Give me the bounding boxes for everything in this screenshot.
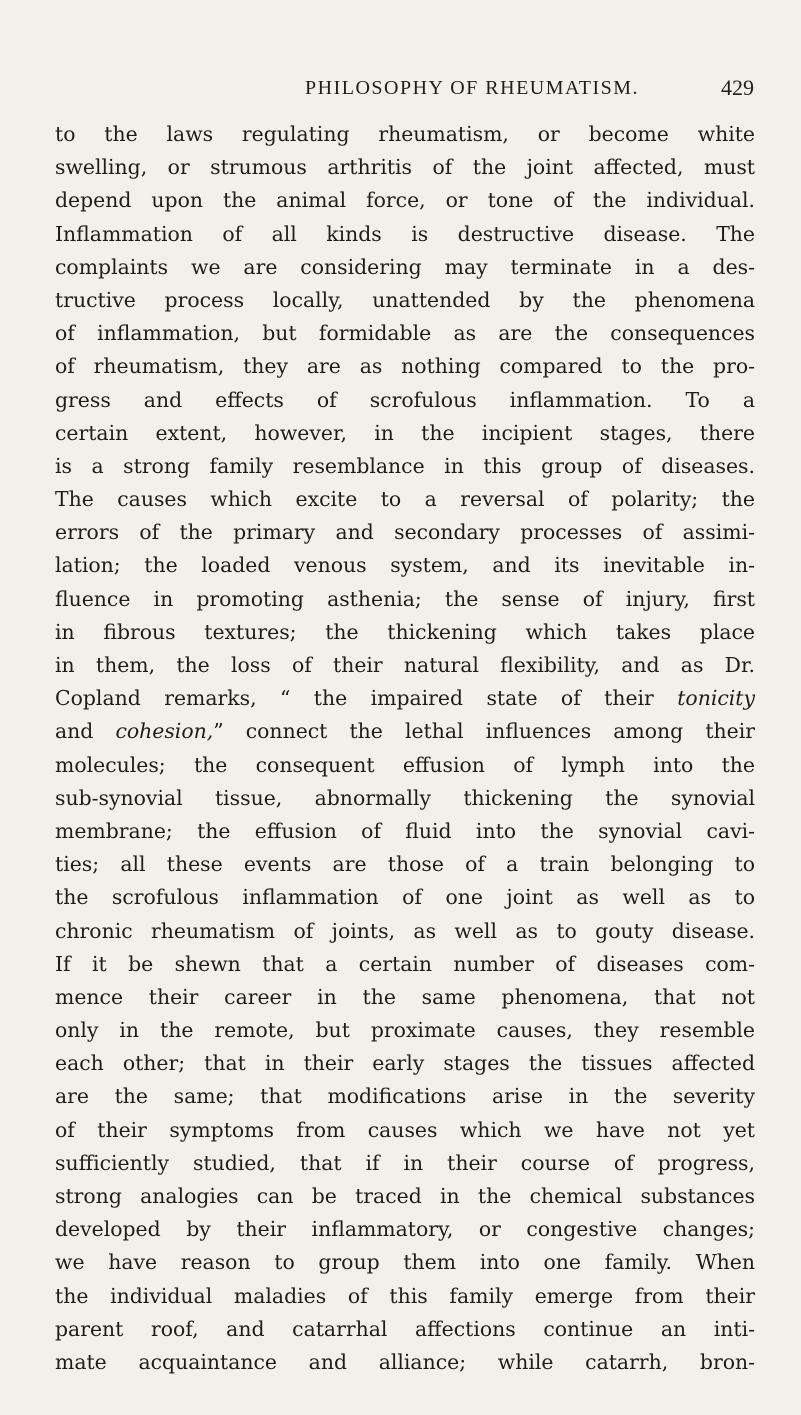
- text-line: fluence in promoting asthenia; the sense of injury, first: [55, 586, 755, 611]
- italic-term-cohesion: cohesion,: [115, 719, 214, 744]
- text-line: tructive process locally, unattended by the phenomena: [55, 287, 755, 312]
- text-line: gress and effects of scrofulous inflammation. To a: [55, 387, 755, 412]
- text-line: chronic rheumatism of joints, as well as to gouty disease.: [55, 918, 755, 943]
- text-line: certain extent, however, in the incipient stages, there: [55, 420, 755, 445]
- text-line: are the same; that modifications arise in the severity: [55, 1084, 755, 1109]
- text-line: of inflammation, but formidable as are the consequences: [55, 321, 755, 346]
- body-paragraph: [55, 118, 755, 1379]
- text-line: sufficiently studied, that if in their course of progress,: [55, 1150, 755, 1175]
- text-line: depend upon the animal force, or tone of the individual.: [55, 188, 755, 213]
- text-line: ties; all these events are those of a train belonging to: [55, 852, 755, 877]
- text-line: is a strong family resemblance in this group of diseases.: [55, 453, 755, 478]
- text-line: If it be shewn that a certain number of diseases com-: [55, 951, 755, 976]
- text-line: each other; that in their early stages the tissues affected: [55, 1051, 755, 1076]
- text-line: The causes which excite to a reversal of polarity; the: [55, 487, 755, 512]
- text-line: the individual maladies of this family emerge from their: [55, 1283, 755, 1308]
- text-line: mate acquaintance and alliance; while catarrh, bron-: [55, 1349, 755, 1374]
- text-segment: ” connect the lethal influences among their: [213, 719, 755, 744]
- text-line: strong analogies can be traced in the chemical substances: [55, 1184, 755, 1208]
- page-number: 429: [721, 75, 754, 100]
- text-line: in them, the loss of their natural flexibility, and as Dr.: [55, 653, 755, 677]
- text-line: complaints we are considering may terminate in a des-: [55, 254, 755, 279]
- text-line: [55, 715, 755, 748]
- text-segment: Copland remarks, “ the impaired state of their: [55, 686, 678, 711]
- text-line: Inflammation of all kinds is destructive disease. The: [55, 221, 755, 246]
- text-line: of rheumatism, they are as nothing compared to the pro-: [55, 354, 755, 379]
- running-title: PHILOSOPHY OF RHEUMATISM.: [305, 77, 640, 99]
- italic-term-tonicity: tonicity: [677, 686, 755, 711]
- text-line: the scrofulous inflammation of one joint as well as to: [55, 885, 755, 910]
- text-line: lation; the loaded venous system, and its inevitable in-: [55, 553, 755, 578]
- text-line: of their symptoms from causes which we have not yet: [55, 1117, 755, 1142]
- text-line: in fibrous textures; the thickening which takes place: [55, 619, 755, 644]
- text-line: developed by their inflammatory, or congestive changes;: [55, 1217, 755, 1242]
- text-segment: and: [55, 719, 116, 744]
- running-head: [0, 73, 801, 103]
- text-line: errors of the primary and secondary processes of assimi-: [55, 520, 755, 545]
- text-line: parent roof, and catarrhal affections continue an inti-: [55, 1316, 755, 1341]
- text-line: sub-synovial tissue, abnormally thickening the synovial: [55, 785, 755, 810]
- text-line: swelling, or strumous arthritis of the joint affected, must: [55, 155, 755, 180]
- text-line: molecules; the consequent effusion of lymph into the: [55, 752, 755, 777]
- text-line: only in the remote, but proximate causes, they resemble: [55, 1018, 755, 1043]
- text-line: we have reason to group them into one family. When: [55, 1250, 755, 1275]
- text-line: to the laws regulating rheumatism, or become white: [55, 122, 755, 146]
- text-line: mence their career in the same phenomena, that not: [55, 984, 755, 1009]
- text-line: [55, 682, 755, 715]
- text-line: membrane; the effusion of fluid into the synovial cavi-: [55, 818, 755, 843]
